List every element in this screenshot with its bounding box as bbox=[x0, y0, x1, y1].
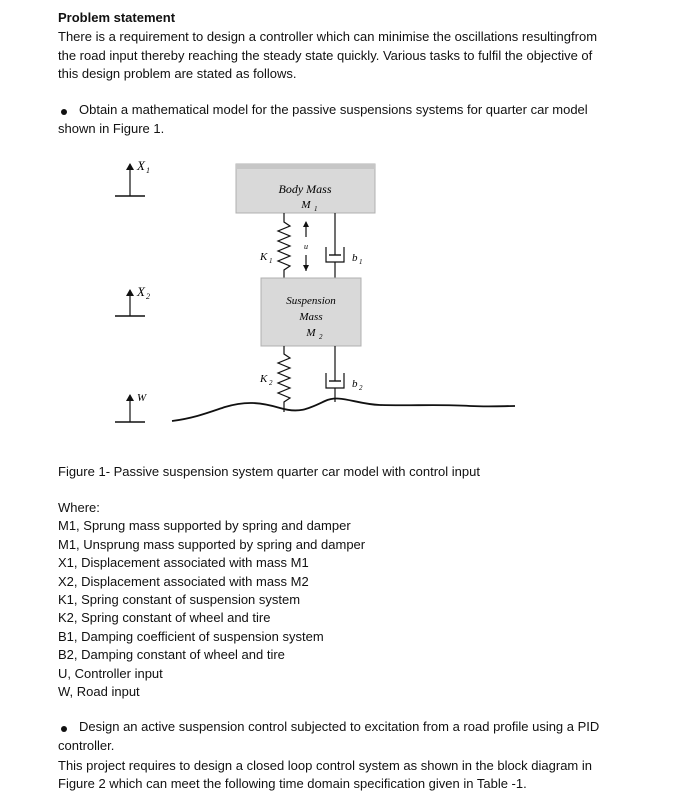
suspension-mass-subscript: 2 bbox=[319, 333, 323, 341]
definition-item: B1, Damping coefficient of suspension system bbox=[58, 628, 324, 644]
definition-item: W, Road input bbox=[58, 684, 140, 700]
bullet2-line-2: controller. bbox=[58, 738, 115, 753]
bullet-dot bbox=[61, 726, 67, 732]
closing-line-1: This project requires to design a closed loop control system as shown in the block diagram in bbox=[58, 758, 592, 773]
problem-text-line-2: the road input thereby reaching the steady state quickly. Various tasks to fulfil the objective of bbox=[58, 48, 593, 63]
closing-line-2: Figure 2 which can meet the following time domain specification given in Table -1. bbox=[58, 776, 527, 791]
definition-item: K2, Spring constant of wheel and tire bbox=[58, 610, 271, 626]
u-label: u bbox=[304, 242, 308, 251]
definition-item: X1, Displacement associated with mass M1 bbox=[58, 555, 309, 571]
k1-label: K bbox=[260, 251, 268, 263]
bullet2-line-1: Design an active suspension control subjected to excitation from a road profile using a PID bbox=[79, 719, 600, 734]
damper-b2 bbox=[326, 346, 363, 402]
k2-subscript: 2 bbox=[269, 379, 273, 387]
problem-heading: Problem statement bbox=[58, 10, 176, 25]
body-mass-block bbox=[236, 164, 375, 213]
k1-subscript: 1 bbox=[269, 257, 273, 265]
k2-label: K bbox=[260, 373, 268, 385]
problem-text-line-1: There is a requirement to design a controller which can minimise the oscillations resultingfrom bbox=[58, 29, 598, 44]
definition-item: U, Controller input bbox=[58, 665, 163, 681]
suspension-label-1: Suspension bbox=[286, 295, 336, 307]
problem-text-line-3: this design problem are stated as follows. bbox=[58, 66, 297, 81]
control-input-u-actuator bbox=[303, 221, 309, 271]
suspension-label-2: Mass bbox=[299, 311, 323, 323]
body-mass-symbol: M bbox=[301, 199, 311, 211]
suspension-mass-symbol: M bbox=[306, 327, 316, 339]
x2-label: X bbox=[137, 284, 145, 299]
definition-item: B2, Damping constant of wheel and tire bbox=[58, 647, 285, 663]
x2-displacement-indicator bbox=[115, 284, 150, 316]
body-mass-subscript: 1 bbox=[314, 205, 318, 213]
quarter-car-model-figure bbox=[100, 150, 520, 440]
body-mass-label: Body Mass bbox=[278, 182, 332, 196]
x1-label: X bbox=[137, 158, 145, 173]
definition-item: M1, Unsprung mass supported by spring and damper bbox=[58, 536, 366, 552]
x2-subscript: 2 bbox=[146, 292, 150, 301]
bullet-dot bbox=[61, 109, 67, 115]
suspension-mass-block bbox=[261, 278, 361, 346]
x1-displacement-indicator bbox=[115, 158, 150, 196]
w-label: W bbox=[137, 392, 147, 404]
spring-k2 bbox=[259, 346, 290, 412]
bullet1-line-2: shown in Figure 1. bbox=[58, 121, 165, 136]
definition-item: K1, Spring constant of suspension system bbox=[58, 592, 301, 608]
bullet1-line-1: Obtain a mathematical model for the passive suspensions systems for quarter car model bbox=[79, 102, 588, 117]
variable-definitions bbox=[58, 499, 365, 701]
damper-b1 bbox=[326, 213, 363, 278]
b1-subscript: 1 bbox=[359, 258, 363, 266]
figure-caption: Figure 1- Passive suspension system quarter car model with control input bbox=[58, 464, 480, 479]
definition-item: X2, Displacement associated with mass M2 bbox=[58, 573, 309, 589]
w-road-input-indicator bbox=[115, 392, 147, 422]
spring-k1 bbox=[259, 213, 290, 278]
road-profile bbox=[172, 399, 515, 421]
definition-item: M1, Sprung mass supported by spring and damper bbox=[58, 518, 351, 534]
where-title: Where: bbox=[58, 500, 100, 515]
x1-subscript: 1 bbox=[146, 166, 150, 175]
b1-label: b bbox=[352, 252, 358, 264]
b2-subscript: 2 bbox=[359, 384, 363, 392]
b2-label: b bbox=[352, 378, 358, 390]
